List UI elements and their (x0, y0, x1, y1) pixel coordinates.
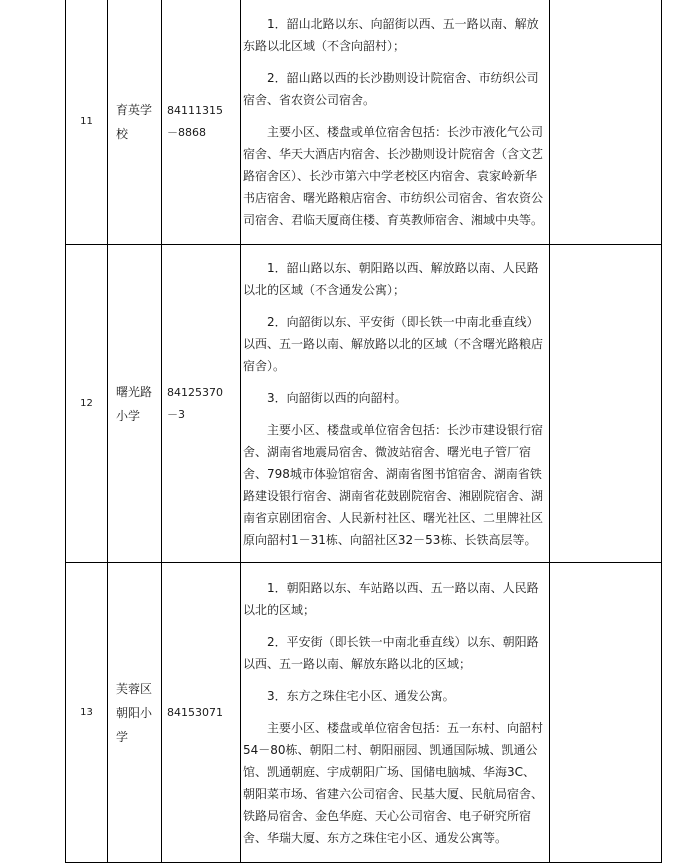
row-number: 13 (66, 563, 108, 863)
district-paragraph: 1．韶山北路以东、向韶街以西、五一路以南、解放东路以北区域（不含向韶村）； (243, 16, 539, 53)
district-paragraph: 2．向韶街以东、平安街（即长铁一中南北垂直线）以西、五一路以南、解放路以北的区域（不含曙光路粮店宿舍）。 (243, 314, 544, 373)
phone-line: 84153071 (167, 705, 223, 719)
district-paragraph: 2．平安街（即长铁一中南北垂直线）以东、朝阳路以西、五一路以南、解放东路以北的区域； (243, 634, 539, 671)
district-paragraph: 3．东方之珠住宅小区、通发公寓。 (267, 688, 455, 703)
phone-number (162, 245, 241, 563)
district-description (241, 245, 550, 563)
district-paragraph: 1．韶山路以东、朝阳路以西、解放路以南、人民路以北的区域（不含通发公寓）； (243, 260, 539, 297)
district-description (241, 0, 550, 245)
empty-cell (550, 0, 662, 245)
phone-line: 84125370 (167, 385, 223, 399)
row-number: 12 (66, 245, 108, 563)
phone-line: －8868 (167, 125, 206, 139)
school-name: 芙蓉区朝阳小学 (108, 563, 162, 863)
district-paragraph: 主要小区、楼盘或单位宿舍包括：长沙市建设银行宿舍、湖南省地震局宿舍、微波站宿舍、曙光电子管厂宿舍、798城市体验馆宿舍、湖南省图书馆宿舍、湖南省铁路建设银行宿舍、湖南省花鼓剧院宿舍、湘剧院宿舍、湖南省京剧团宿舍、人民新村社区、曙光社区、二里牌社区原向韶村1－31栋、向韶社区32－53栋、长铁高层等。 (243, 422, 544, 547)
table-row (66, 245, 662, 563)
district-paragraph: 主要小区、楼盘或单位宿舍包括：五一东村、向韶村54－80栋、朝阳二村、朝阳丽园、凯通国际城、凯通公馆、凯通朝庭、宇成朝阳广场、国储电脑城、华海3C、朝阳菜市场、省建六公司宿舍、民基大厦、民航局宿舍、铁路局宿舍、金色华庭、天心公司宿舍、电子研究所宿舍、华瑞大厦、东方之珠住宅小区、通发公寓等。 (243, 720, 544, 845)
district-paragraph: 2．韶山路以西的长沙勘则设计院宿舍、市纺织公司宿舍、省农资公司宿舍。 (243, 70, 539, 107)
row-number: 11 (66, 0, 108, 245)
empty-cell (550, 245, 662, 563)
table-row (66, 563, 662, 863)
phone-number (162, 0, 241, 245)
phone-line: 84111315 (167, 103, 223, 117)
district-description (241, 563, 550, 863)
table-row (66, 0, 662, 245)
phone-number (162, 563, 241, 863)
empty-cell (550, 563, 662, 863)
district-paragraph: 1．朝阳路以东、车站路以西、五一路以南、人民路以北的区域； (243, 580, 539, 617)
school-name: 育英学校 (108, 0, 162, 245)
district-paragraph: 3．向韶街以西的向韶村。 (267, 390, 407, 405)
phone-line: －3 (167, 407, 185, 421)
district-paragraph: 主要小区、楼盘或单位宿舍包括：长沙市液化气公司宿舍、华天大酒店内宿舍、长沙勘则设计院宿舍（含文艺路宿舍区）、长沙市第六中学老校区内宿舍、袁家岭新华书店宿舍、曙光路粮店宿舍、市纺织公司宿舍、省农资公司宿舍、君临天厦商住楼、育英教师宿舍、湘域中央等。 (243, 124, 544, 227)
school-name: 曙光路小学 (108, 245, 162, 563)
school-district-table (65, 0, 662, 863)
